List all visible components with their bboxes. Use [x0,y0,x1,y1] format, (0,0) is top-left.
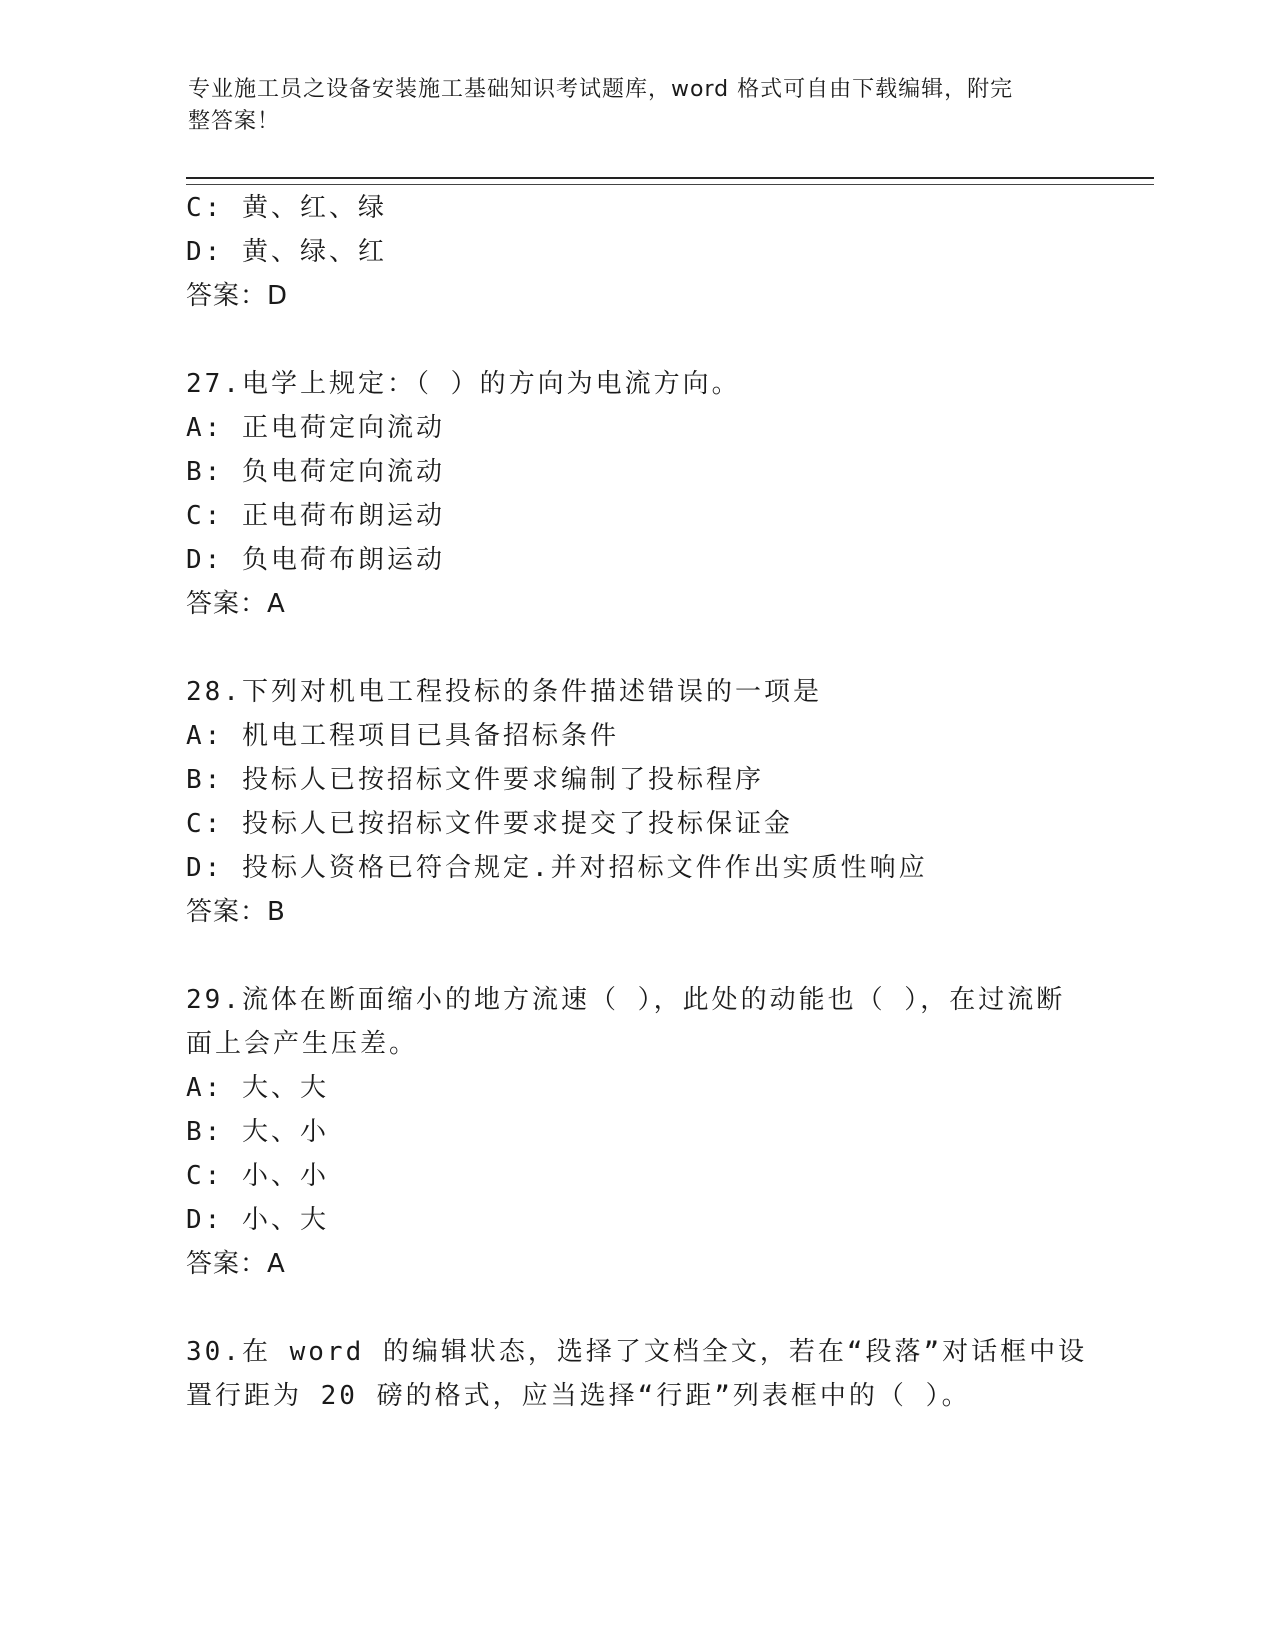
q29-stem-line-2: 面上会产生压差。 [186,1029,419,1059]
q27-option-a: A: 正电荷定向流动 [186,413,445,443]
q27-stem: 27.电学上规定：（ ）的方向为电流方向。 [186,369,741,399]
q27-option-c: C: 正电荷布朗运动 [186,501,445,531]
q29-option-c: C: 小、小 [186,1161,329,1191]
q29-option-a: A: 大、大 [186,1073,329,1103]
header-divider-thick [186,177,1154,179]
q28-option-b: B: 投标人已按招标文件要求编制了投标程序 [186,765,764,795]
q26-option-d: D: 黄、绿、红 [186,237,387,267]
q28-stem: 28.下列对机电工程投标的条件描述错误的一项是 [186,677,822,707]
header-line-2: 整答案！ [188,109,281,134]
q30-stem-line-1: 30.在 word 的编辑状态，选择了文档全文，若在“段落”对话框中设 [186,1337,1088,1367]
q28-answer: 答案：B [186,897,286,927]
header-divider-thin [186,184,1154,185]
q26-answer: 答案：D [186,281,289,311]
q26-option-c: C: 黄、红、绿 [186,193,387,223]
q27-option-b: B: 负电荷定向流动 [186,457,445,487]
header-line-1: 专业施工员之设备安装施工基础知识考试题库，word 格式可自由下载编辑，附完 [188,77,1014,102]
q29-answer: 答案：A [186,1249,286,1279]
q27-answer: 答案：A [186,589,286,619]
q29-option-b: B: 大、小 [186,1117,329,1147]
q30-stem-line-2: 置行距为 20 磅的格式，应当选择“行距”列表框中的（ ）。 [186,1381,971,1411]
q27-option-d: D: 负电荷布朗运动 [186,545,445,575]
document-header [188,74,1088,138]
q28-option-a: A: 机电工程项目已具备招标条件 [186,721,619,751]
q28-option-c: C: 投标人已按招标文件要求提交了投标保证金 [186,809,793,839]
q28-option-d: D: 投标人资格已符合规定.并对招标文件作出实质性响应 [186,853,928,883]
q29-option-d: D: 小、大 [186,1205,329,1235]
q29-stem-line-1: 29.流体在断面缩小的地方流速（ ），此处的动能也（ ），在过流断 [186,985,1066,1015]
